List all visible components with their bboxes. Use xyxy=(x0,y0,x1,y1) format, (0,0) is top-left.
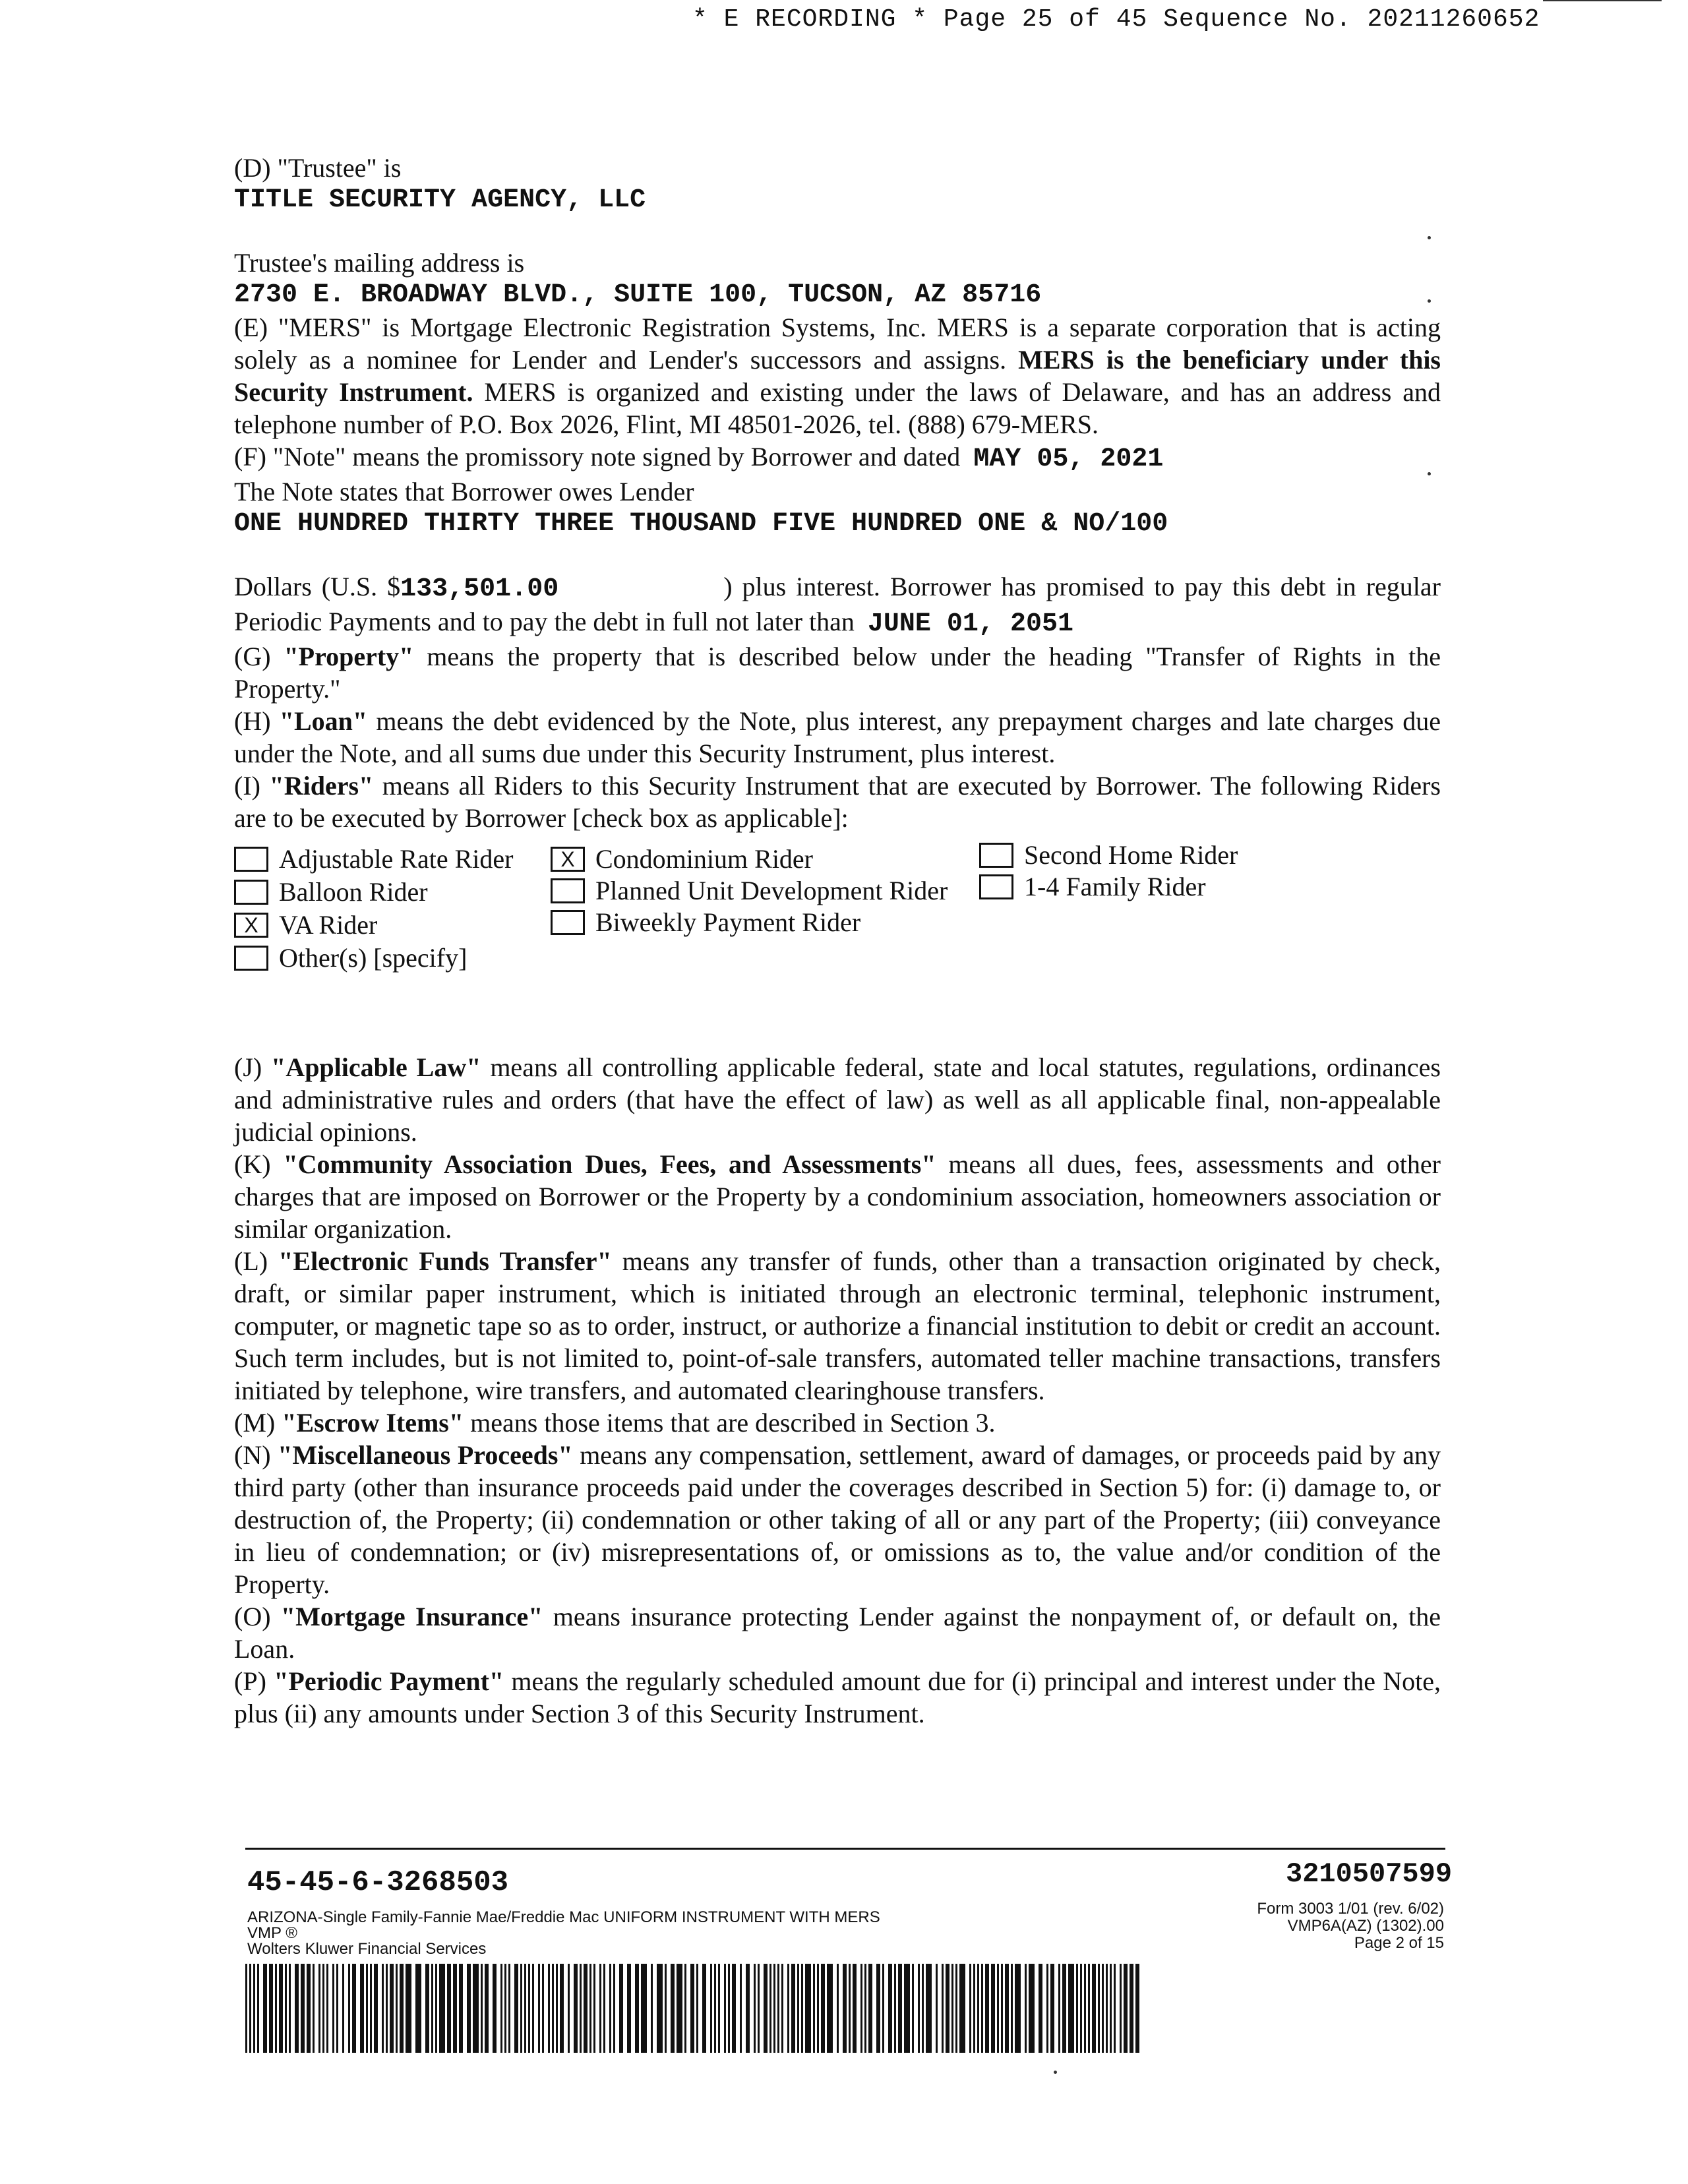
form-reference-number: 3210507599 xyxy=(1286,1858,1453,1890)
section-h-prefix: (H) xyxy=(234,706,280,736)
checkbox[interactable] xyxy=(234,946,268,971)
barcode-bar xyxy=(690,1964,694,2053)
barcode-bar xyxy=(1102,1964,1104,2053)
barcode-bar xyxy=(447,1964,451,2053)
section-o xyxy=(234,1600,1441,1665)
barcode-bar xyxy=(959,1964,965,2053)
barcode-bar xyxy=(942,1964,944,2053)
scan-speck xyxy=(1428,236,1431,239)
barcode-bar xyxy=(898,1964,902,2053)
rider-pud[interactable] xyxy=(551,875,948,906)
barcode-bar xyxy=(514,1964,518,2053)
checkbox[interactable]: X xyxy=(551,847,585,872)
section-k-prefix: (K) xyxy=(234,1149,284,1179)
barcode-bar xyxy=(813,1964,815,2053)
rider-label: Planned Unit Development Rider xyxy=(595,876,948,905)
barcode-bar xyxy=(584,1964,588,2053)
barcode-bar xyxy=(307,1964,311,2053)
barcode-bar xyxy=(1076,1964,1078,2053)
barcode-bar xyxy=(627,1964,631,2053)
barcode-bar xyxy=(542,1964,544,2053)
barcode-bar xyxy=(599,1964,601,2053)
barcode-bar xyxy=(352,1964,356,2053)
section-p-prefix: (P) xyxy=(234,1666,274,1696)
section-i xyxy=(234,770,1441,834)
header-rule xyxy=(1543,0,1662,1)
section-i-prefix: (I) xyxy=(234,771,270,801)
section-k-term: "Community Association Dues, Fees, and Assessments" xyxy=(283,1149,936,1179)
barcode-bar xyxy=(504,1964,506,2053)
barcode-bar xyxy=(849,1964,851,2053)
barcode-bar xyxy=(951,1964,953,2053)
section-g-prefix: (G) xyxy=(234,642,284,671)
barcode-bar xyxy=(732,1964,736,2053)
form-title-line: VMP ® xyxy=(247,1924,297,1942)
barcode-bar xyxy=(876,1964,880,2053)
barcode-bar xyxy=(1088,1964,1090,2053)
rider-biweekly[interactable] xyxy=(551,907,860,938)
checkbox[interactable] xyxy=(551,878,585,903)
rider-balloon[interactable] xyxy=(234,876,428,907)
dollars-prefix: Dollars (U.S. $ xyxy=(234,572,401,601)
barcode-bar xyxy=(249,1964,251,2053)
barcode-bar xyxy=(508,1964,510,2053)
barcode-bar xyxy=(435,1964,437,2053)
section-e-text-after: MERS is organized and existing under the laws of Delaware, and has an address and telephone number of P.O. Box 2026, Flint, MI 48501-2026, tel. (888) 679-MERS. xyxy=(234,377,1441,439)
section-h-term: "Loan" xyxy=(279,706,368,736)
barcode-bar xyxy=(481,1964,483,2053)
barcode-bar xyxy=(332,1964,334,2053)
scan-speck xyxy=(1054,2071,1057,2074)
barcode-bar xyxy=(538,1964,540,2053)
section-m-term: "Escrow Items" xyxy=(282,1408,464,1438)
barcode-bar xyxy=(520,1964,522,2053)
barcode-bar xyxy=(493,1964,497,2053)
trustee-name: TITLE SECURITY AGENCY, LLC xyxy=(234,185,646,215)
barcode-bar xyxy=(1084,1964,1086,2053)
barcode-bar xyxy=(382,1964,384,2053)
barcode-bar xyxy=(425,1964,429,2053)
recording-header: * E RECORDING * Page 25 of 45 Sequence No. 20211260652 xyxy=(692,5,1540,34)
barcode-bar xyxy=(1011,1964,1013,2053)
section-j-text: means all controlling applicable federal, state and local statutes, regulations, ordinances and administrative rules and orders (that have the effect of law) as well as all applicable final, non-appealable judicial opinions. xyxy=(234,1052,1441,1147)
section-n-text: means any compensation, settlement, award of damages, or proceeds paid by any third party (other than insurance proceeds paid under the coverages described in Section 5) for: (i) damage to, or destruction of, the Property; (ii) condemnation or other taking of all or any part of the Property; (iii) conveyance in lieu of condemnation; or (iv) misrepresentations of, or omissions as to, the value and/or condition of the Property. xyxy=(234,1440,1441,1599)
barcode-bar xyxy=(817,1964,819,2053)
rider-second-home[interactable] xyxy=(979,839,1238,870)
barcode-bar xyxy=(406,1964,411,2053)
barcode xyxy=(245,1964,1142,2053)
rider-condominium[interactable] xyxy=(551,843,813,874)
form-title-line: Wolters Kluwer Financial Services xyxy=(247,1940,487,1958)
barcode-bar xyxy=(651,1964,653,2053)
barcode-bar xyxy=(285,1964,287,2053)
barcode-bar xyxy=(981,1964,983,2053)
barcode-bar xyxy=(574,1964,578,2053)
barcode-bar xyxy=(827,1964,833,2053)
form-title-line: ARIZONA-Single Family-Fannie Mae/Freddie Mac UNIFORM INSTRUMENT WITH MERS xyxy=(247,1908,880,1926)
barcode-bar xyxy=(295,1964,299,2053)
barcode-bar xyxy=(821,1964,825,2053)
barcode-bar xyxy=(991,1964,995,2053)
barcode-bar xyxy=(973,1964,975,2053)
dollars-suffix: ) plus interest. Borrower has promised to pay this debt in regular Periodic Payments and to pay the debt in full not later than xyxy=(234,572,1441,636)
section-j-prefix: (J) xyxy=(234,1052,272,1082)
barcode-bar xyxy=(777,1964,779,2053)
checkbox[interactable] xyxy=(234,847,268,872)
barcode-bar xyxy=(1098,1964,1100,2053)
barcode-bar xyxy=(801,1964,803,2053)
barcode-bar xyxy=(868,1964,872,2053)
barcode-bar xyxy=(1114,1964,1116,2053)
barcode-bar xyxy=(977,1964,979,2053)
barcode-bar xyxy=(613,1964,615,2053)
barcode-bar xyxy=(336,1964,338,2053)
barcode-bar xyxy=(969,1964,971,2053)
barcode-bar xyxy=(322,1964,324,2053)
barcode-bar xyxy=(370,1964,372,2053)
barcode-bar xyxy=(985,1964,989,2053)
section-l-prefix: (L) xyxy=(234,1246,279,1276)
barcode-bar xyxy=(619,1964,623,2053)
rider-label: Biweekly Payment Rider xyxy=(595,907,861,937)
section-j xyxy=(234,1051,1441,1148)
section-p-text: means the regularly scheduled amount due for (i) principal and interest under the Note, plus (ii) any amounts under Section 3 of this Security Instrument. xyxy=(234,1666,1441,1728)
barcode-bar xyxy=(400,1964,404,2053)
rider-label: 1-4 Family Rider xyxy=(1024,872,1206,901)
section-i-term: "Riders" xyxy=(269,771,374,801)
barcode-bar xyxy=(580,1964,582,2053)
rider-1-4-family[interactable] xyxy=(979,871,1206,902)
barcode-bar xyxy=(560,1964,564,2053)
barcode-bar xyxy=(568,1964,570,2053)
section-o-text: means insurance protecting Lender against the nonpayment of, or default on, the Loan. xyxy=(234,1602,1441,1664)
barcode-bar xyxy=(1135,1964,1139,2053)
barcode-bar xyxy=(500,1964,502,2053)
barcode-bar xyxy=(696,1964,698,2053)
barcode-bar xyxy=(1062,1964,1066,2053)
barcode-bar xyxy=(665,1964,667,2053)
barcode-bar xyxy=(888,1964,892,2053)
section-l-text: means any transfer of funds, other than a transaction originated by check, draft, or similar paper instrument, which is initiated through an electronic terminal, telephonic instrument, computer, or magnetic tape so as to order, instruct, or authorize a financial institution to debit or credit an account. Such term includes, but is not limited to, point-of-sale transfers, automated teller machine transactions, transfers initiated by telephone, wire transfers, and automated clearinghouse transfers. xyxy=(234,1246,1441,1405)
barcode-bar xyxy=(485,1964,489,2053)
barcode-bar xyxy=(657,1964,663,2053)
form-number: Form 3003 1/01 (rev. 6/02) xyxy=(1257,1900,1444,1918)
barcode-bar xyxy=(453,1964,457,2053)
barcode-bar xyxy=(912,1964,914,2053)
barcode-bar xyxy=(997,1964,999,2053)
barcode-bar xyxy=(459,1964,463,2053)
barcode-bar xyxy=(781,1964,783,2053)
barcode-bar xyxy=(740,1964,742,2053)
section-k xyxy=(234,1148,1441,1245)
barcode-bar xyxy=(758,1964,760,2053)
amount-in-words: ONE HUNDRED THIRTY THREE THOUSAND FIVE HUNDRED ONE & NO/100 xyxy=(234,509,1168,539)
barcode-bar xyxy=(263,1964,267,2053)
barcode-bar xyxy=(1058,1964,1060,2053)
barcode-bar xyxy=(257,1964,259,2053)
barcode-bar xyxy=(773,1964,775,2053)
barcode-bar xyxy=(301,1964,305,2053)
barcode-bar xyxy=(936,1964,938,2053)
section-m-text: means those items that are described in Section 3. xyxy=(464,1408,996,1438)
barcode-bar xyxy=(1046,1964,1048,2053)
section-p xyxy=(234,1665,1441,1730)
barcode-bar xyxy=(1130,1964,1133,2053)
scan-speck xyxy=(1428,472,1431,475)
section-p-term: "Periodic Payment" xyxy=(274,1666,504,1696)
barcode-bar xyxy=(791,1964,795,2053)
barcode-bar xyxy=(1005,1964,1009,2053)
loan-amount: 133,501.00 xyxy=(400,574,559,604)
barcode-bar xyxy=(374,1964,378,2053)
barcode-bar xyxy=(860,1964,862,2053)
trustee-mailing-address: 2730 E. BROADWAY BLVD., SUITE 100, TUCSON, AZ 85716 xyxy=(234,280,1042,310)
barcode-bar xyxy=(348,1964,350,2053)
checkbox[interactable] xyxy=(234,880,268,905)
barcode-bar xyxy=(279,1964,283,2053)
section-o-term: "Mortgage Insurance" xyxy=(280,1602,543,1631)
barcode-bar xyxy=(289,1964,291,2053)
section-m xyxy=(234,1407,1441,1439)
rider-label: VA Rider xyxy=(279,910,378,940)
section-f-text: (F) "Note" means the promissory note signed by Borrower and dated xyxy=(234,442,961,471)
barcode-bar xyxy=(922,1964,924,2053)
section-e xyxy=(234,311,1441,440)
barcode-bar xyxy=(342,1964,344,2053)
barcode-bar xyxy=(275,1964,277,2053)
barcode-bar xyxy=(548,1964,550,2053)
barcode-bar xyxy=(318,1964,320,2053)
barcode-bar xyxy=(532,1964,534,2053)
rider-label: Balloon Rider xyxy=(279,877,428,907)
barcode-bar xyxy=(386,1964,388,2053)
rider-label: Adjustable Rate Rider xyxy=(279,844,514,874)
section-i-text: means all Riders to this Security Instrument that are executed by Borrower. The following Riders are to be executed by Borrower [check box as applicable]: xyxy=(234,771,1441,833)
barcode-bar xyxy=(1124,1964,1128,2053)
form-page: Page 2 of 15 xyxy=(1354,1934,1444,1952)
form-title xyxy=(247,1910,880,1957)
document-body xyxy=(234,152,1441,1730)
barcode-bar xyxy=(269,1964,273,2053)
section-l-term: "Electronic Funds Transfer" xyxy=(278,1246,612,1276)
barcode-bar xyxy=(467,1964,471,2053)
barcode-bar xyxy=(837,1964,839,2053)
section-e-bold: MERS is the beneficiary under this Security Instrument. xyxy=(234,345,1441,407)
barcode-bar xyxy=(714,1964,716,2053)
barcode-bar xyxy=(684,1964,686,2053)
checkbox[interactable] xyxy=(551,910,585,935)
barcode-bar xyxy=(1025,1964,1027,2053)
barcode-bar xyxy=(1080,1964,1082,2053)
barcode-bar xyxy=(955,1964,957,2053)
trustee-mailing-label: Trustee's mailing address is xyxy=(234,248,525,278)
barcode-bar xyxy=(671,1964,675,2053)
barcode-bar xyxy=(1092,1964,1096,2053)
barcode-bar xyxy=(1120,1964,1122,2053)
rider-checklist xyxy=(234,840,1441,982)
barcode-bar xyxy=(360,1964,364,2053)
section-m-prefix: (M) xyxy=(234,1408,282,1438)
barcode-bar xyxy=(1001,1964,1003,2053)
barcode-bar xyxy=(718,1964,720,2053)
barcode-bar xyxy=(439,1964,445,2053)
barcode-bar xyxy=(609,1964,611,2053)
rider-adjustable-rate[interactable] xyxy=(234,843,513,874)
barcode-bar xyxy=(728,1964,730,2053)
scan-speck xyxy=(1428,299,1431,303)
form-version: VMP6A(AZ) (1302).00 xyxy=(1287,1917,1444,1935)
barcode-bar xyxy=(882,1964,884,2053)
barcode-bar xyxy=(415,1964,421,2053)
barcode-bar xyxy=(390,1964,394,2053)
barcode-bar xyxy=(764,1964,768,2053)
section-o-prefix: (O) xyxy=(234,1602,281,1631)
barcode-bar xyxy=(524,1964,526,2053)
barcode-bar xyxy=(769,1964,771,2053)
section-g xyxy=(234,640,1441,705)
barcode-bar xyxy=(797,1964,799,2053)
checkbox[interactable]: X xyxy=(234,913,268,938)
rider-label: Second Home Rider xyxy=(1024,840,1238,870)
rider-other[interactable] xyxy=(234,942,467,973)
barcode-bar xyxy=(245,1964,247,2053)
form-meta xyxy=(1257,1900,1444,1952)
section-g-term: "Property" xyxy=(284,642,414,671)
barcode-bar xyxy=(635,1964,639,2053)
barcode-bar xyxy=(1039,1964,1042,2053)
note-owes-label: The Note states that Borrower owes Lender xyxy=(234,477,694,506)
barcode-bar xyxy=(1050,1964,1054,2053)
barcode-bar xyxy=(589,1964,591,2053)
barcode-bar xyxy=(710,1964,712,2053)
barcode-bar xyxy=(754,1964,756,2053)
barcode-bar xyxy=(366,1964,368,2053)
section-k-text: means all dues, fees, assessments and other charges that are imposed on Borrower or the Property by a condominium association, homeowners association or similar organization. xyxy=(234,1149,1441,1244)
barcode-bar xyxy=(431,1964,433,2053)
barcode-bar xyxy=(787,1964,789,2053)
section-n-term: "Miscellaneous Proceeds" xyxy=(278,1440,573,1470)
barcode-bar xyxy=(396,1964,398,2053)
barcode-bar xyxy=(864,1964,866,2053)
barcode-bar xyxy=(473,1964,479,2053)
section-j-term: "Applicable Law" xyxy=(271,1052,481,1082)
barcode-bar xyxy=(746,1964,750,2053)
barcode-bar xyxy=(843,1964,847,2053)
barcode-bar xyxy=(528,1964,530,2053)
barcode-bar xyxy=(313,1964,315,2053)
barcode-bar xyxy=(552,1964,554,2053)
note-date: MAY 05, 2021 xyxy=(973,444,1164,474)
section-e-text: (E) "MERS" is Mortgage Electronic Registration Systems, Inc. MERS is a separate corporation that is acting solely as a nominee for Lender and Lender's successors and assigns. xyxy=(234,313,1441,375)
barcode-bar xyxy=(326,1964,328,2053)
section-l xyxy=(234,1245,1441,1407)
section-h xyxy=(234,705,1441,770)
barcode-bar xyxy=(677,1964,682,2053)
footer-rule xyxy=(245,1848,1445,1850)
barcode-bar xyxy=(724,1964,726,2053)
barcode-bar xyxy=(641,1964,647,2053)
barcode-bar xyxy=(702,1964,706,2053)
section-n xyxy=(234,1439,1441,1600)
barcode-bar xyxy=(1106,1964,1108,2053)
barcode-bar xyxy=(894,1964,896,2053)
barcode-bar xyxy=(556,1964,558,2053)
barcode-bar xyxy=(1110,1964,1112,2053)
loan-number: 45-45-6-3268503 xyxy=(247,1866,509,1899)
barcode-bar xyxy=(946,1964,950,2053)
barcode-bar xyxy=(593,1964,595,2053)
barcode-bar xyxy=(918,1964,920,2053)
barcode-bar xyxy=(1015,1964,1021,2053)
maturity-date: JUNE 01, 2051 xyxy=(867,609,1073,639)
barcode-bar xyxy=(926,1964,932,2053)
barcode-bar xyxy=(1029,1964,1035,2053)
rider-va[interactable] xyxy=(234,909,377,940)
section-n-prefix: (N) xyxy=(234,1440,278,1470)
section-f-dollars xyxy=(234,570,1441,640)
section-g-text: means the property that is described below under the heading "Transfer of Rights in the Property." xyxy=(234,642,1441,704)
rider-label: Other(s) [specify] xyxy=(279,943,467,973)
barcode-bar xyxy=(1068,1964,1074,2053)
barcode-bar xyxy=(853,1964,857,2053)
barcode-bar xyxy=(603,1964,605,2053)
section-h-text: means the debt evidenced by the Note, plus interest, any prepayment charges and late charges due under the Note, and all sums due under this Security Instrument, plus interest. xyxy=(234,706,1441,768)
barcode-bar xyxy=(805,1964,811,2053)
section-d-label: (D) "Trustee" is xyxy=(234,153,402,183)
checkbox[interactable] xyxy=(979,843,1013,868)
rider-label: Condominium Rider xyxy=(595,844,813,874)
section-f xyxy=(234,440,1441,475)
barcode-bar xyxy=(253,1964,255,2053)
checkbox[interactable] xyxy=(979,874,1013,899)
barcode-bar xyxy=(904,1964,910,2053)
